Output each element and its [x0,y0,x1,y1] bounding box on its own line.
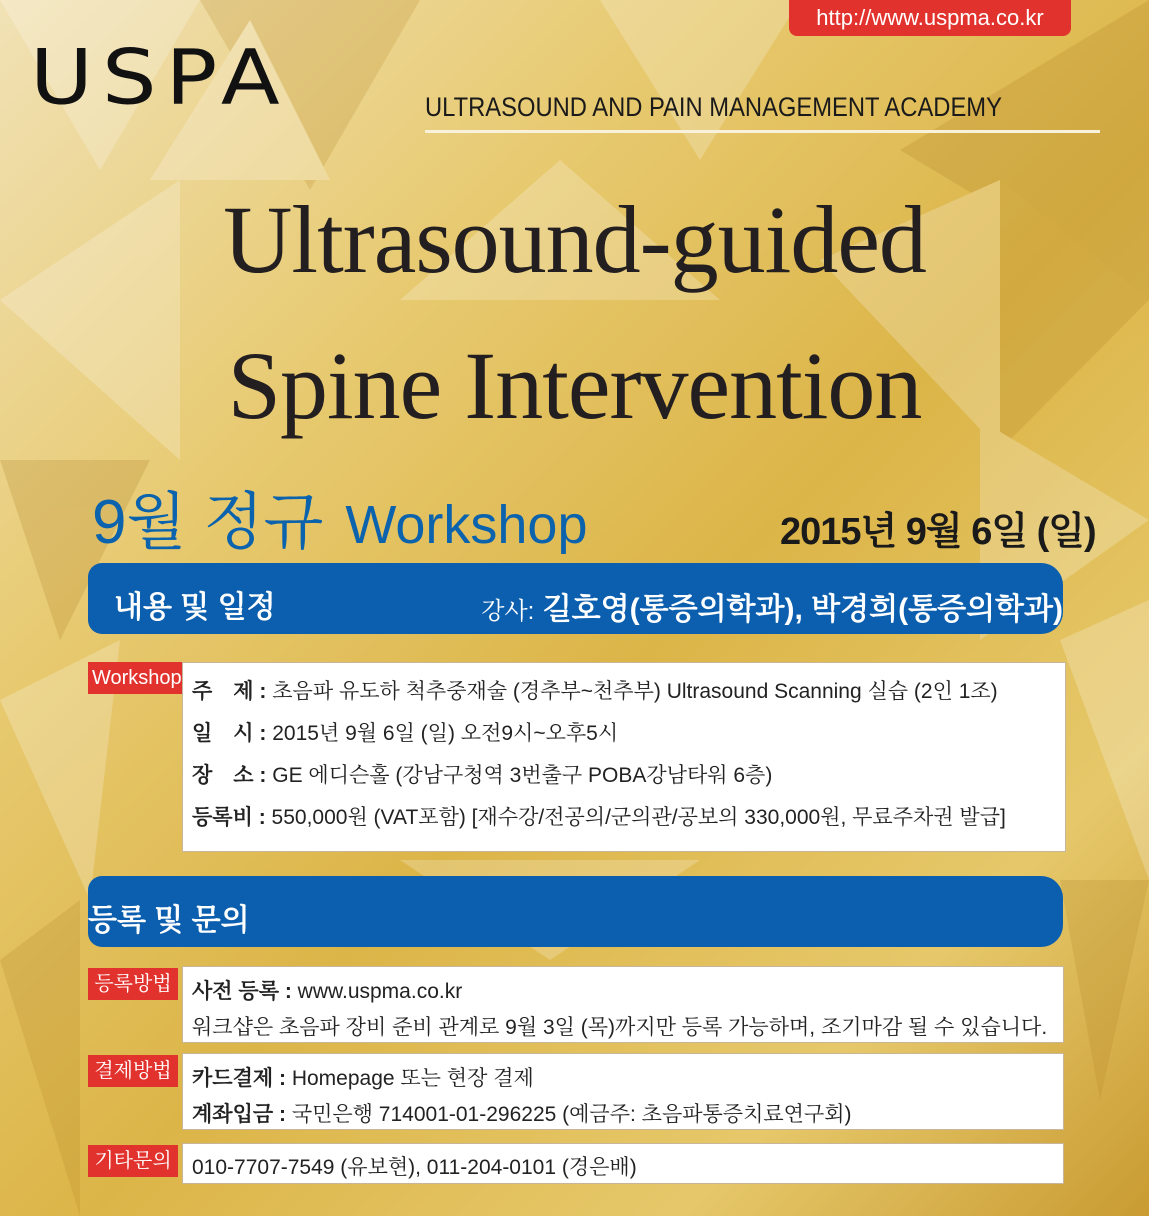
event-date: 2015년 9월 6일 (일) [780,511,1096,553]
venue-label: 장 소 : [192,764,267,787]
card-payment-value: Homepage 또는 현장 결제 [291,1067,534,1090]
registration-method-box [182,966,1064,1043]
schedule-title: 내용 및 일정 [114,591,276,624]
lecturer-names: 길호영(통증의학과), 박경희(통증의학과) [542,593,1063,626]
fee-row [192,801,1006,831]
card-payment-label: 카드결제 : [192,1067,286,1090]
other-inquiry-box [182,1143,1064,1184]
pre-registration-row [192,975,462,1005]
datetime-value: 2015년 9월 6일 (일) 오전9시~오후5시 [272,722,619,745]
registration-website-link[interactable]: www.uspma.co.kr [297,980,463,1003]
payment-method-box [182,1053,1064,1130]
workshop-details-box [182,662,1066,852]
subtitle-korean: 9월 정규 [92,488,324,557]
bank-transfer-row [192,1098,852,1128]
registration-header-bar [88,876,1063,947]
registration-method-tag: 등록방법 [88,968,178,1000]
academy-name: ULTRASOUND AND PAIN MANAGEMENT ACADEMY [425,92,1002,122]
card-payment-row [192,1062,534,1092]
payment-method-tag: 결제방법 [88,1055,178,1087]
bank-transfer-value: 국민은행 714001-01-296225 (예금주: 초음파통증치료연구회) [291,1103,852,1126]
workshop-tag: Workshop [88,662,184,694]
fee-value: 550,000원 (VAT포함) [재수강/전공의/군의관/공보의 330,000원, 무료주차권 발급] [271,806,1006,829]
main-title-line1: Ultrasound-guided [223,186,926,293]
topic-value: 초음파 유도하 척추중재술 (경추부~천추부) Ultrasound Scanning 실습 (2인 1조) [272,680,998,703]
schedule-header-bar [88,563,1063,634]
lecturer-label: 강사: [481,598,535,625]
header-divider [425,130,1100,133]
venue-row [192,759,772,789]
website-url[interactable]: http://www.uspma.co.kr [789,0,1071,36]
lecturer-info [481,584,1063,628]
datetime-row [192,717,618,747]
uspa-logo: USPA [30,33,289,122]
venue-value: GE 에디슨홀 (강남구청역 3번출구 POBA강남타워 6층) [272,764,773,787]
topic-label: 주 제 : [192,680,267,703]
bank-transfer-label: 계좌입금 : [192,1103,286,1126]
workshop-subtitle [92,472,588,561]
registration-deadline-note: 워크샵은 초음파 장비 준비 관계로 9월 3일 (목)까지만 등록 가능하며, 조기마감 될 수 있습니다. [192,1016,1048,1039]
main-title-line2: Spine Intervention [227,332,922,439]
fee-label: 등록비 : [192,806,266,829]
topic-row [192,675,998,705]
other-inquiry-tag: 기타문의 [88,1145,178,1177]
subtitle-workshop: Workshop [345,495,588,555]
registration-title: 등록 및 문의 [88,904,250,937]
contact-phone-numbers: 010-7707-7549 (유보현), 011-204-0101 (경은배) [192,1156,637,1179]
datetime-label: 일 시 : [192,722,267,745]
pre-registration-label: 사전 등록 : [192,980,292,1003]
